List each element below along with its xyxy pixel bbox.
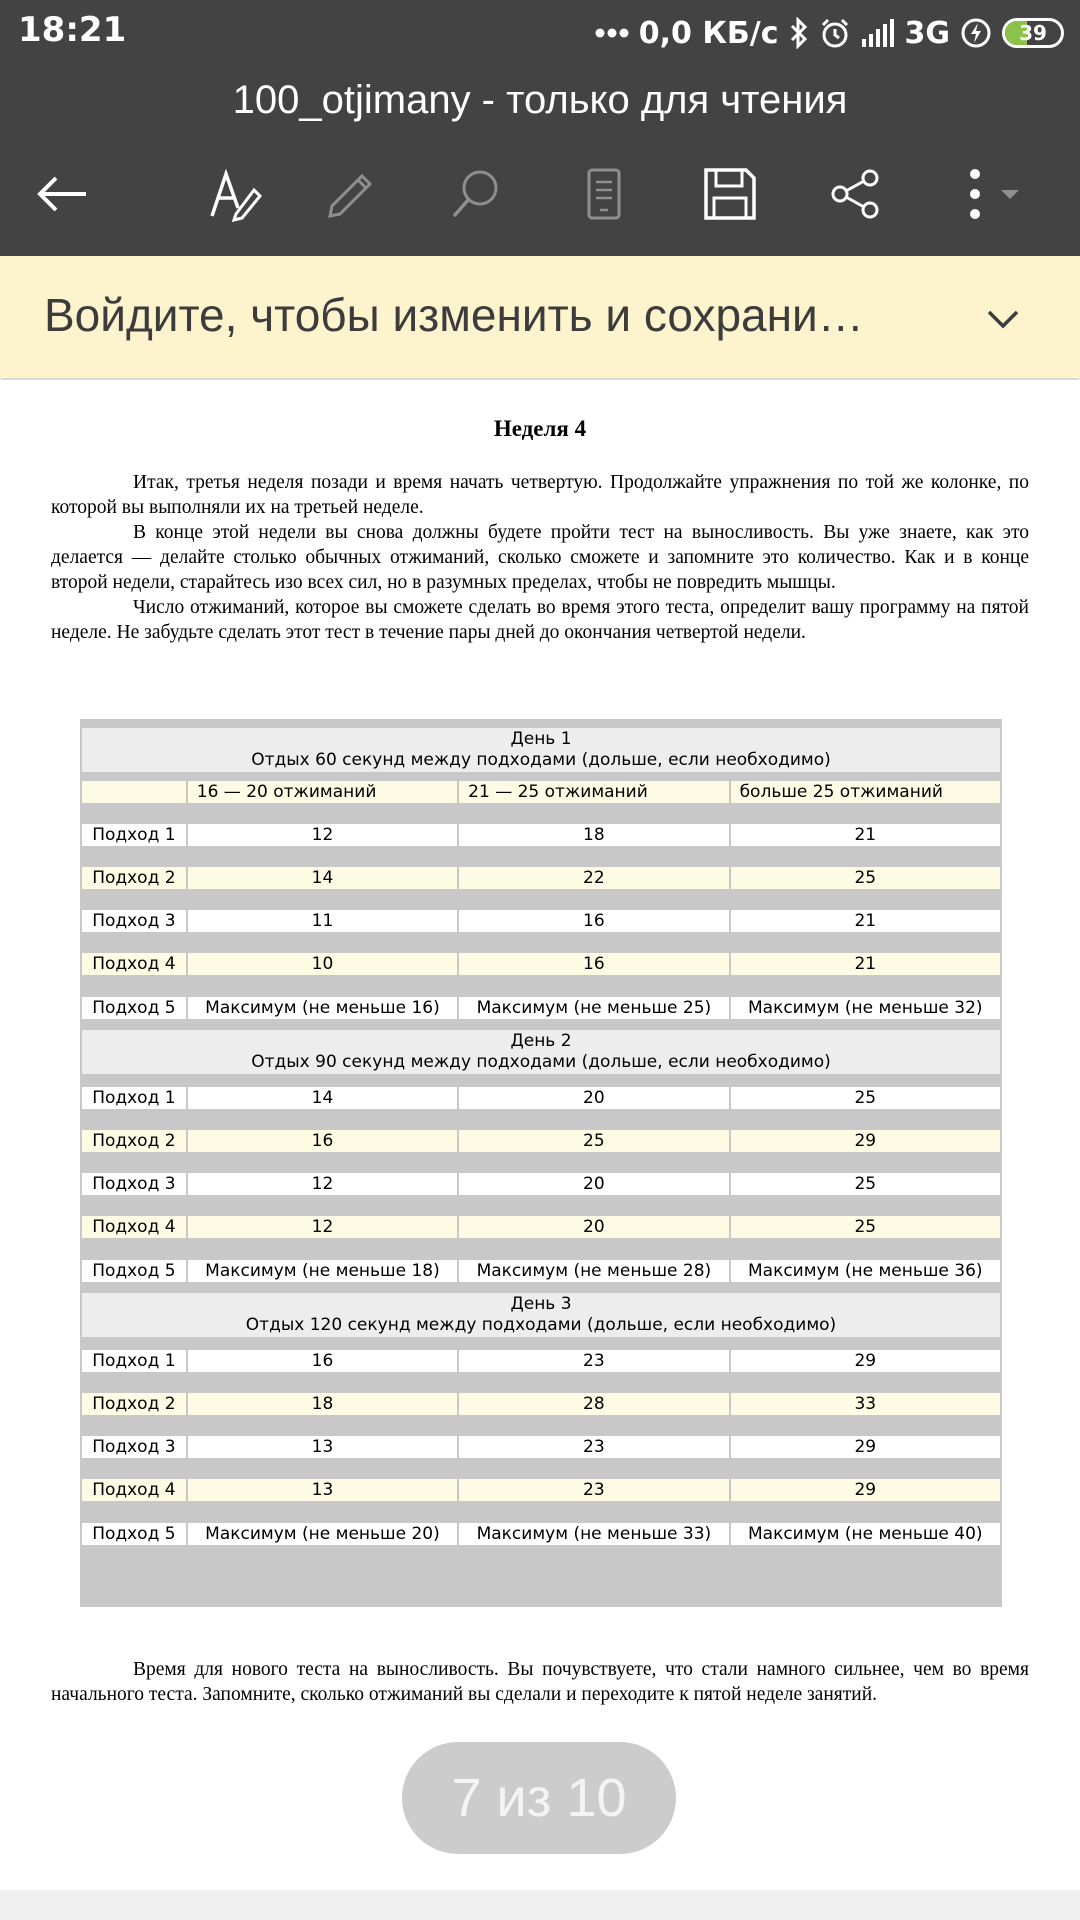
table-cell: 28 [459, 1393, 728, 1415]
set-label: Подход 4 [82, 1216, 186, 1238]
table-cell: 21 [731, 953, 1000, 975]
network-type: 3G [904, 15, 950, 51]
table-cell: 21 [731, 824, 1000, 846]
table-row [82, 1216, 1000, 1238]
network-speed: 0,0 КБ/с [638, 15, 779, 51]
edit-button[interactable] [314, 158, 386, 230]
back-icon [34, 174, 90, 214]
table-cell: 29 [731, 1436, 1000, 1458]
back-button[interactable] [26, 158, 98, 230]
set-label: Подход 3 [82, 1173, 186, 1195]
intro-paragraph: Число отжиманий, которое вы сможете сделать во время этого теста, определит вашу программу на пятой неделе. Не забудьте сделать этот тест в течение пары дней до окончания четвертой недели. [51, 597, 1029, 643]
table-cell: 29 [731, 1130, 1000, 1152]
charging-icon [960, 17, 992, 49]
more-dots-icon [595, 28, 629, 38]
set-label: Подход 3 [82, 910, 186, 932]
read-aloud-button[interactable] [198, 158, 270, 230]
table-cell: Максимум (не меньше 32) [731, 997, 1000, 1019]
table-cell: Максимум (не меньше 36) [731, 1260, 1000, 1282]
table-row [82, 1393, 1000, 1415]
table-row [82, 867, 1000, 889]
table-cell: 13 [188, 1436, 457, 1458]
table-cell: 20 [459, 1173, 728, 1195]
day-title: День 3 [510, 1294, 572, 1314]
read-aloud-icon [206, 166, 262, 222]
set-label: Подход 2 [82, 1393, 186, 1415]
table-cell: Максимум (не меньше 40) [731, 1523, 1000, 1545]
status-indicators [595, 10, 1064, 56]
table-cell: 29 [731, 1479, 1000, 1501]
week-title: Неделя 4 [493, 416, 587, 441]
table-cell: 16 [188, 1350, 457, 1372]
share-icon [828, 166, 884, 222]
set-label: Подход 1 [82, 1087, 186, 1109]
set-label: Подход 4 [82, 953, 186, 975]
table-row [82, 910, 1000, 932]
day-rest: Отдых 60 секунд между подходами (дольше, если необходимо) [251, 750, 831, 770]
signal-icon [861, 19, 895, 47]
column-header [82, 781, 186, 803]
table-cell: 20 [459, 1087, 728, 1109]
more-options-button[interactable] [950, 158, 1040, 230]
day-header [82, 1030, 1000, 1074]
app-header [0, 66, 1080, 256]
table-row [82, 997, 1000, 1019]
table-cell: 13 [188, 1479, 457, 1501]
table-cell: 18 [188, 1393, 457, 1415]
table-cell: 20 [459, 1216, 728, 1238]
table-cell: 25 [731, 1216, 1000, 1238]
table-cell: 11 [188, 910, 457, 932]
set-label: Подход 4 [82, 1479, 186, 1501]
page-indicator: 7 из 10 [402, 1742, 676, 1854]
table-row [82, 824, 1000, 846]
status-time: 18:21 [18, 10, 127, 50]
document-title: 100_otjimany - только для чтения [232, 78, 848, 122]
set-label: Подход 1 [82, 1350, 186, 1372]
table-row [82, 1479, 1000, 1501]
table-cell: 33 [731, 1393, 1000, 1415]
column-header: 16 — 20 отжиманий [188, 781, 457, 803]
table-cell: 25 [459, 1130, 728, 1152]
table-cell: 25 [731, 867, 1000, 889]
table-cell: 12 [188, 1173, 457, 1195]
set-label: Подход 2 [82, 1130, 186, 1152]
outro-text [51, 1657, 1029, 1707]
day-title: День 1 [510, 729, 572, 749]
set-label: Подход 5 [82, 997, 186, 1019]
edit-pencil-icon [322, 166, 378, 222]
table-row [82, 1350, 1000, 1372]
battery-icon [1002, 18, 1064, 48]
day-header [82, 728, 1000, 772]
bluetooth-icon [789, 17, 809, 49]
set-label: Подход 1 [82, 824, 186, 846]
day-title: День 2 [510, 1031, 572, 1051]
table-cell: 23 [459, 1479, 728, 1501]
more-options-icon [955, 166, 1035, 222]
signin-message: Войдите, чтобы изменить и сохрани… [44, 289, 864, 341]
table-cell: Максимум (не меньше 20) [188, 1523, 457, 1545]
table-cell: Максимум (не меньше 16) [188, 997, 457, 1019]
status-bar [0, 0, 1080, 66]
bottom-strip [0, 1890, 1080, 1920]
table-cell: 16 [188, 1130, 457, 1152]
table-cell: 14 [188, 867, 457, 889]
table-cell: 21 [731, 910, 1000, 932]
page-view-button[interactable] [568, 158, 640, 230]
set-label: Подход 5 [82, 1260, 186, 1282]
column-header: 21 — 25 отжиманий [459, 781, 728, 803]
save-button[interactable] [694, 158, 766, 230]
share-button[interactable] [820, 158, 892, 230]
table-cell: 18 [459, 824, 728, 846]
table-row [82, 953, 1000, 975]
intro-paragraph: Итак, третья неделя позади и время начать четвертую. Продолжайте упражнения по той же колонке, по которой вы выполняли их на третьей неделе. [51, 472, 1029, 518]
table-cell: 12 [188, 1216, 457, 1238]
table-row [82, 1523, 1000, 1545]
chevron-down-icon[interactable] [980, 296, 1026, 342]
day-rest: Отдых 120 секунд между подходами (дольше, если необходимо) [245, 1315, 837, 1335]
outro-paragraph: Время для нового теста на выносливость. Вы почувствуете, что стали намного сильнее, чем во время начального теста. Запомните, сколько отжиманий вы сделали и переходите к пятой неделе занятий. [51, 1659, 1029, 1705]
table-cell: 12 [188, 824, 457, 846]
table-cell: 23 [459, 1350, 728, 1372]
table-row [82, 1173, 1000, 1195]
table-cell: 22 [459, 867, 728, 889]
battery-level: 39 [1019, 21, 1047, 45]
search-button[interactable] [440, 158, 512, 230]
table-cell: 16 [459, 953, 728, 975]
table-cell: 25 [731, 1087, 1000, 1109]
document-page [0, 380, 1080, 1890]
table-cell: 29 [731, 1350, 1000, 1372]
table-cell: 23 [459, 1436, 728, 1458]
search-icon [448, 166, 504, 222]
table-cell: Максимум (не меньше 25) [459, 997, 728, 1019]
alarm-icon [819, 17, 851, 49]
day-rest: Отдых 90 секунд между подходами (дольше, если необходимо) [251, 1052, 831, 1072]
table-cell: Максимум (не меньше 28) [459, 1260, 728, 1282]
table-cell: 16 [459, 910, 728, 932]
column-header: больше 25 отжиманий [731, 781, 1000, 803]
table-cell: 14 [188, 1087, 457, 1109]
set-label: Подход 2 [82, 867, 186, 889]
table-row [82, 1087, 1000, 1109]
save-icon [702, 166, 758, 222]
workout-table [80, 719, 1002, 1607]
intro-text [51, 470, 1029, 645]
page-view-icon [584, 166, 624, 222]
table-cell: Максимум (не меньше 33) [459, 1523, 728, 1545]
day-header [82, 1293, 1000, 1337]
intro-paragraph: В конце этой недели вы снова должны будете пройти тест на выносливость. Вы уже знаете, как это делается — делайте столько обычных отжиманий, сколько сможете и запомните это количество. Как и в конце второй недели, старайтесь изо всех сил, но в разумных пределах, чтобы не повредить мышцы. [51, 522, 1029, 593]
table-row [82, 1130, 1000, 1152]
table-cell: 25 [731, 1173, 1000, 1195]
set-label: Подход 5 [82, 1523, 186, 1545]
table-row [82, 1260, 1000, 1282]
set-label: Подход 3 [82, 1436, 186, 1458]
table-cell: 10 [188, 953, 457, 975]
signin-banner[interactable] [0, 256, 1080, 378]
column-header-row [82, 781, 1000, 803]
table-cell: Максимум (не меньше 18) [188, 1260, 457, 1282]
table-row [82, 1436, 1000, 1458]
